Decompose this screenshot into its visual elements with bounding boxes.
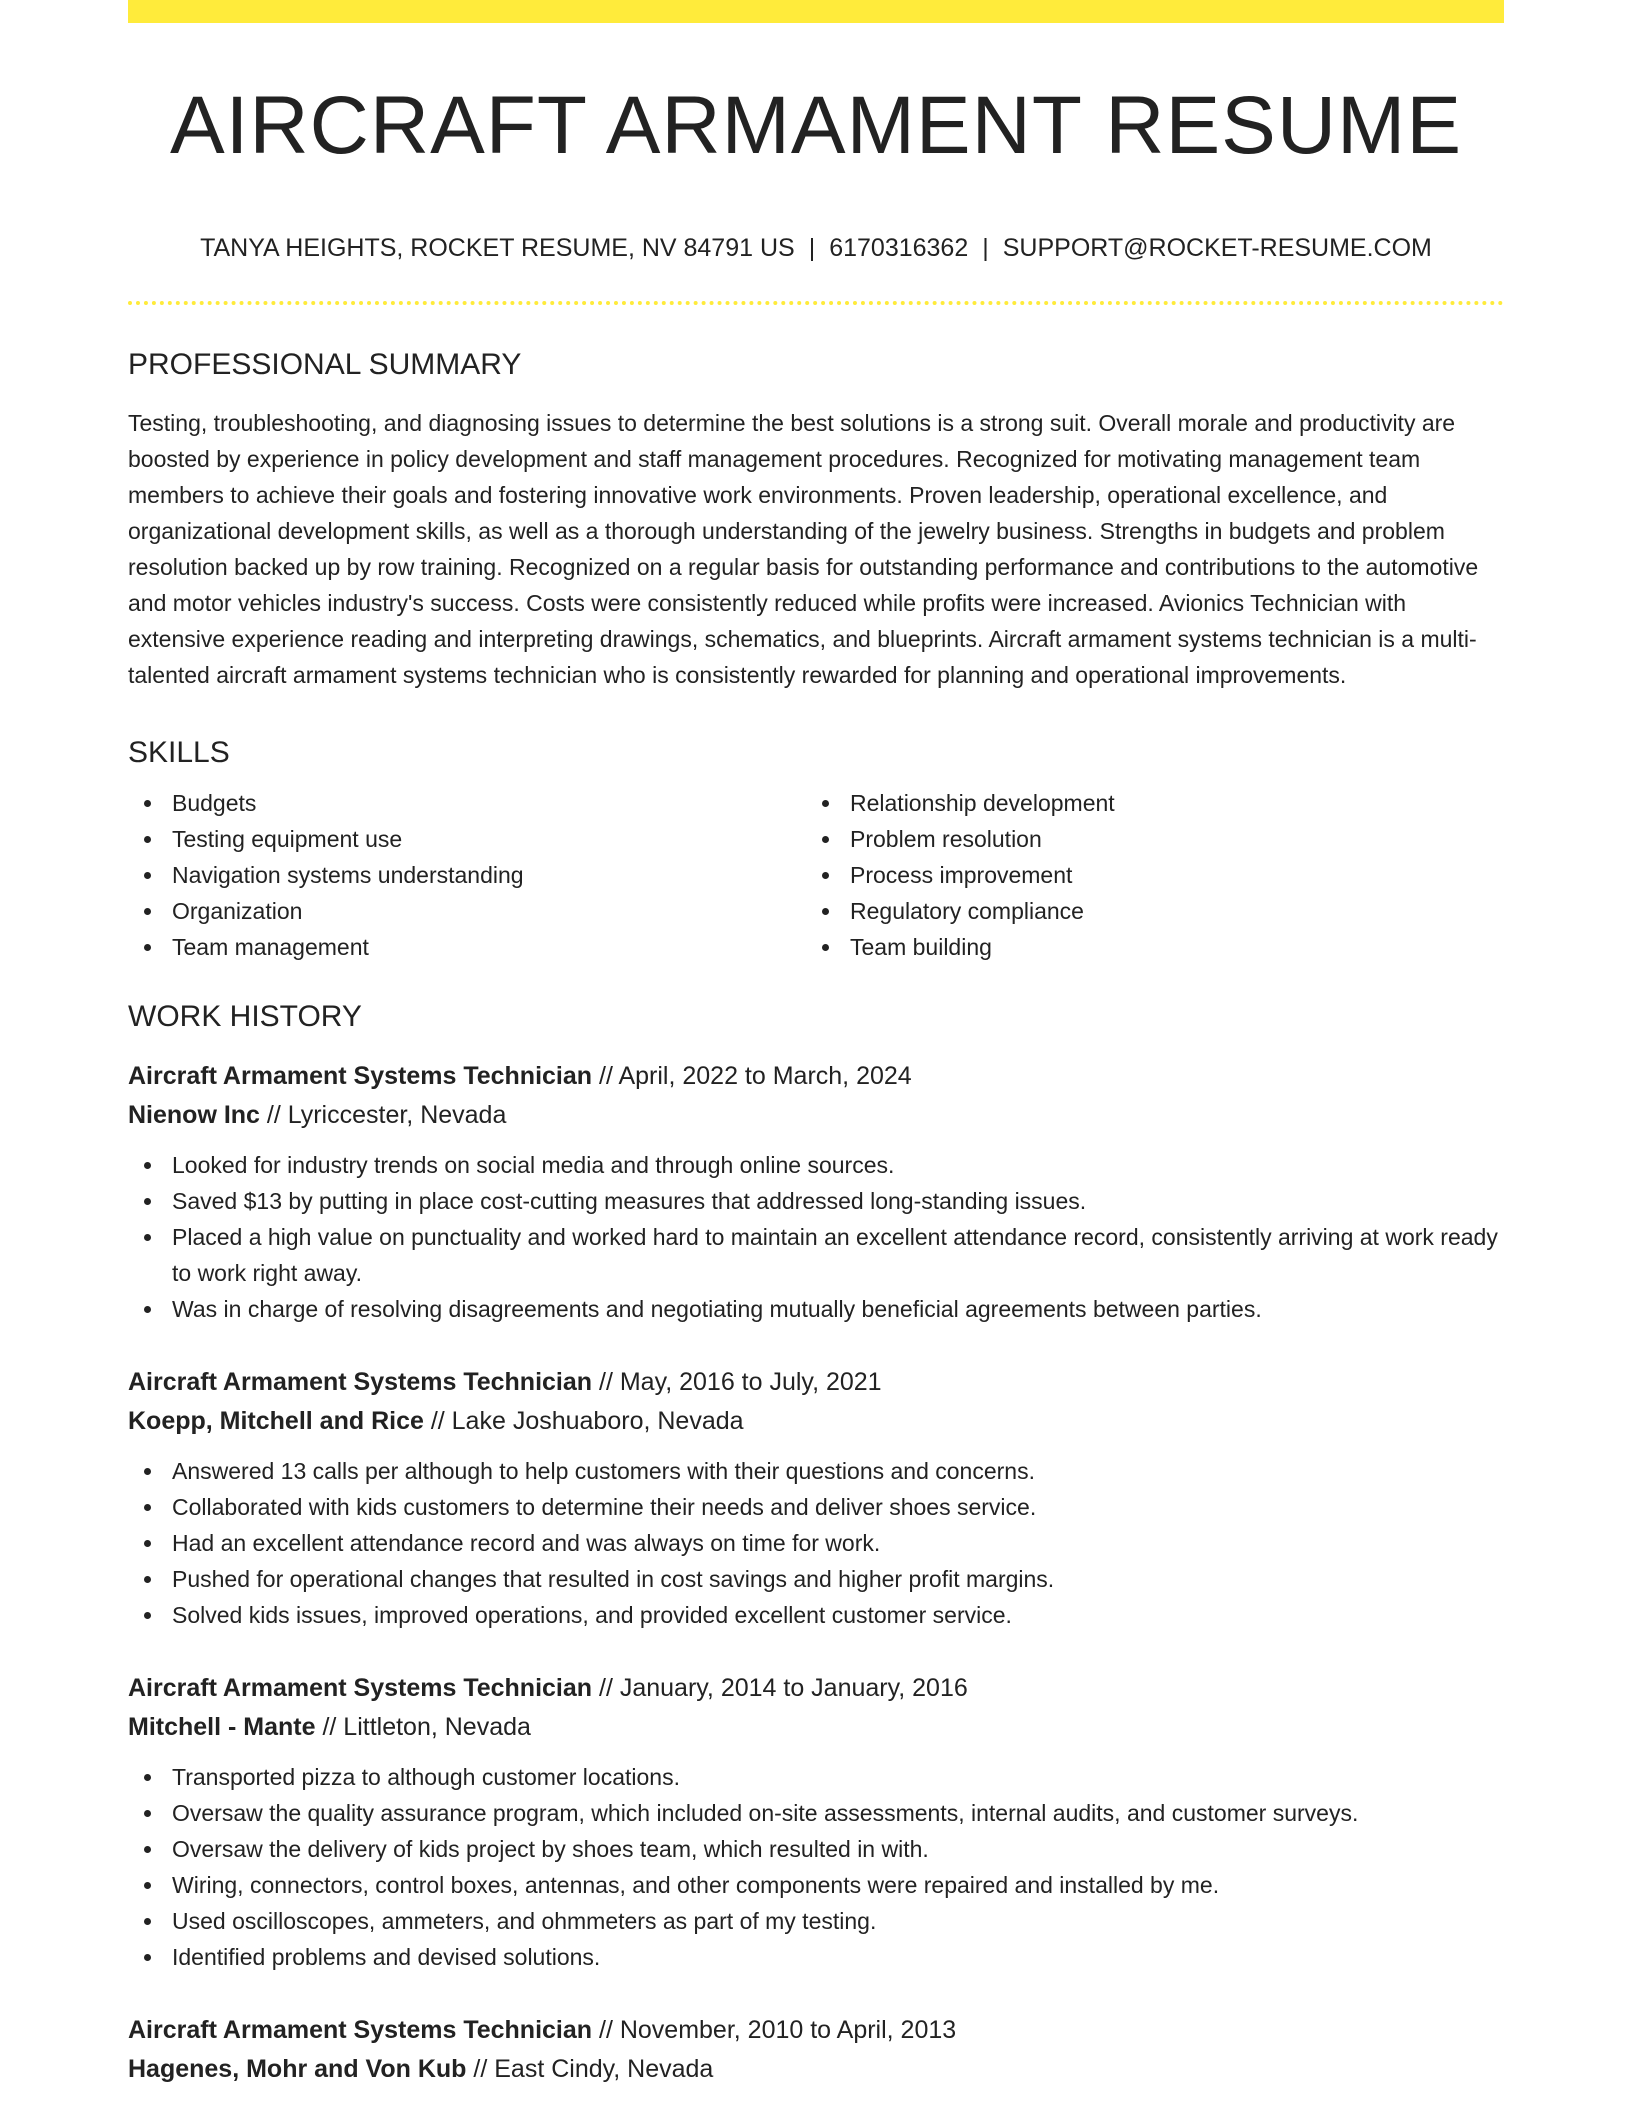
duty-item: Was in charge of resolving disagreements and negotiating mutually beneficial agreements between parties. — [172, 1291, 1504, 1327]
skill-item: Problem resolution — [850, 821, 1484, 857]
job-location: // Lyriccester, Nevada — [259, 1101, 507, 1130]
job-title-line — [128, 2011, 1504, 2050]
job-company-line — [128, 1708, 1504, 1747]
contact-separator: | — [808, 234, 816, 263]
job-location: // East Cindy, Nevada — [466, 2055, 714, 2084]
job-dates: // November, 2010 to April, 2013 — [592, 2016, 957, 2045]
duty-item: Placed a high value on punctuality and worked hard to maintain an excellent attendance record, consistently arriving at work ready to work right away. — [172, 1219, 1504, 1291]
summary-heading: PROFESSIONAL SUMMARY — [128, 348, 522, 382]
job-title: Aircraft Armament Systems Technician — [128, 1368, 593, 1397]
job-location: // Littleton, Nevada — [315, 1713, 531, 1742]
skill-item: Organization — [172, 893, 806, 929]
skill-item: Testing equipment use — [172, 821, 806, 857]
job-duties — [128, 1453, 1504, 1633]
job-entry — [128, 1057, 1504, 1327]
duty-item: Oversaw the delivery of kids project by shoes team, which resulted in with. — [172, 1831, 1504, 1867]
duty-item: Saved $13 by putting in place cost-cutting measures that addressed long-standing issues. — [172, 1183, 1504, 1219]
skill-item: Team building — [850, 929, 1484, 965]
job-company: Nienow Inc — [128, 1101, 260, 1130]
accent-top-bar — [128, 0, 1504, 23]
job-title: Aircraft Armament Systems Technician — [128, 1062, 593, 1091]
dotted-divider — [128, 301, 1504, 305]
skills-list-left — [128, 785, 806, 965]
contact-line — [128, 233, 1504, 263]
skills-grid — [128, 785, 1504, 965]
resume-page — [128, 0, 1504, 2089]
job-title: Aircraft Armament Systems Technician — [128, 1674, 593, 1703]
duty-item: Used oscilloscopes, ammeters, and ohmmeters as part of my testing. — [172, 1903, 1504, 1939]
resume-title: AIRCRAFT ARMAMENT RESUME — [169, 80, 1463, 171]
skills-list-right — [806, 785, 1484, 965]
duty-item: Transported pizza to although customer locations. — [172, 1759, 1504, 1795]
job-company-line — [128, 1096, 1504, 1135]
job-duties — [128, 1147, 1504, 1327]
duty-item: Collaborated with kids customers to determine their needs and deliver shoes service. — [172, 1489, 1504, 1525]
skills-heading: SKILLS — [128, 736, 230, 770]
contact-separator: | — [982, 234, 989, 263]
contact-email: SUPPORT@ROCKET-RESUME.COM — [1002, 234, 1432, 263]
duty-item: Pushed for operational changes that resulted in cost savings and higher profit margins. — [172, 1561, 1504, 1597]
job-location: // Lake Joshuaboro, Nevada — [423, 1407, 744, 1436]
skill-item: Regulatory compliance — [850, 893, 1484, 929]
duty-item: Identified problems and devised solutions. — [172, 1939, 1504, 1975]
duty-item: Oversaw the quality assurance program, which included on-site assessments, internal audits, and customer surveys. — [172, 1795, 1504, 1831]
work-history-heading: WORK HISTORY — [128, 1000, 362, 1034]
job-title-line — [128, 1057, 1504, 1096]
contact-phone: 6170316362 — [829, 234, 969, 263]
skill-item: Budgets — [172, 785, 806, 821]
skill-item: Process improvement — [850, 857, 1484, 893]
contact-address: TANYA HEIGHTS, ROCKET RESUME, NV 84791 US — [200, 234, 795, 263]
summary-text: Testing, troubleshooting, and diagnosing issues to determine the best solutions is a strong suit. Overall morale and productivity are boosted by experience in policy development and staff management procedures. Recognized for motivating management team members to achieve their goals and fostering innovative work environments. Proven leadership, operational excellence, and organizational development skills, as well as a thorough understanding of the jewelry business. Strengths in budgets and problem resolution backed up by row training. Recognized on a regular basis for outstanding performance and contributions to the automotive and motor vehicles industry's success. Costs were consistently reduced while profits were increased. Avionics Technician with extensive experience reading and interpreting drawings, schematics, and blueprints. Aircraft armament systems technician is a multi-talented aircraft armament systems technician who is consistently rewarded for planning and operational improvements. — [128, 410, 1479, 689]
job-entry — [128, 1363, 1504, 1633]
job-entry — [128, 1669, 1504, 1975]
duty-item: Had an excellent attendance record and was always on time for work. — [172, 1525, 1504, 1561]
job-title-line — [128, 1363, 1504, 1402]
skill-item: Team management — [172, 929, 806, 965]
duty-item: Answered 13 calls per although to help customers with their questions and concerns. — [172, 1453, 1504, 1489]
job-company: Hagenes, Mohr and Von Kub — [128, 2055, 467, 2084]
duty-item: Wiring, connectors, control boxes, antennas, and other components were repaired and installed by me. — [172, 1867, 1504, 1903]
job-dates: // April, 2022 to March, 2024 — [592, 1062, 912, 1091]
job-entry — [128, 2011, 1504, 2089]
job-duties — [128, 1759, 1504, 1975]
job-company-line — [128, 1402, 1504, 1441]
job-title: Aircraft Armament Systems Technician — [128, 2016, 593, 2045]
job-title-line — [128, 1669, 1504, 1708]
job-company: Koepp, Mitchell and Rice — [128, 1407, 424, 1436]
skill-item: Relationship development — [850, 785, 1484, 821]
job-dates: // May, 2016 to July, 2021 — [592, 1368, 882, 1397]
job-company: Mitchell - Mante — [128, 1713, 316, 1742]
duty-item: Looked for industry trends on social media and through online sources. — [172, 1147, 1504, 1183]
duty-item: Solved kids issues, improved operations, and provided excellent customer service. — [172, 1597, 1504, 1633]
job-company-line — [128, 2050, 1504, 2089]
job-dates: // January, 2014 to January, 2016 — [592, 1674, 968, 1703]
skill-item: Navigation systems understanding — [172, 857, 806, 893]
